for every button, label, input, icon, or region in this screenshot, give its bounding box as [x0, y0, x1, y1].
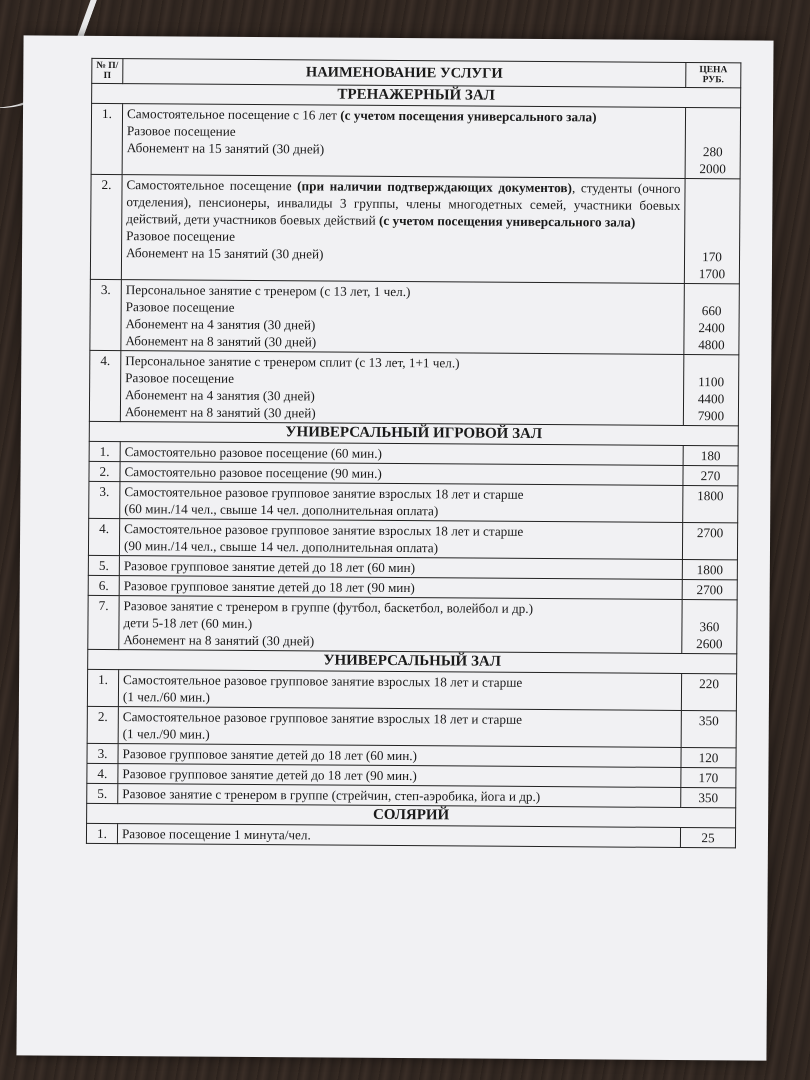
text-segment: Разовое посещение [126, 123, 236, 139]
price-cell [681, 788, 736, 808]
text-segment: (1 чел./90 мин.) [122, 726, 210, 742]
section-title: ТРЕНАЖЕРНЫЙ ЗАЛ [92, 83, 741, 108]
price-value: 2600 [696, 636, 723, 652]
service-description [120, 351, 683, 426]
text-segment: Персональное занятие с тренером сплит (с 13 лет, 1+1 чел.) [125, 353, 460, 371]
description-line [124, 537, 678, 558]
price-cell [682, 580, 737, 600]
section-title: СОЛЯРИЙ [87, 803, 736, 828]
row-number: 6. [88, 575, 119, 595]
price-value [689, 197, 735, 214]
price-value: 180 [700, 448, 721, 464]
header-price: ЦЕНА РУБ. [686, 63, 741, 88]
text-segment: Самостоятельное разовое групповое занятие взрослых 18 лет и старше [124, 484, 524, 502]
service-description [117, 824, 680, 848]
bold-text: (с учетом посещения универсального зала) [340, 107, 597, 125]
price-value: 2000 [699, 161, 726, 177]
price-value: 350 [698, 790, 719, 806]
description-line [124, 463, 678, 484]
section-title: УНИВЕРСАЛЬНЫЙ ЗАЛ [88, 649, 737, 674]
text-segment: Разовое занятие с тренером в группе (футбол, баскетбол, волейбол и др.) [123, 598, 534, 616]
price-value: 2700 [696, 525, 724, 541]
row-number: 4. [89, 350, 120, 421]
text-segment: Персональное занятие с тренером (с 13 лет, 1 чел.) [125, 282, 411, 300]
text-segment: , студенты (очного отделения), пенсионеры, инвалиды 3 группы, члены многодетных семей, участники боевых действий, дети участников боевых действий [126, 180, 681, 228]
table-row [90, 174, 740, 284]
price-value: 4400 [697, 391, 725, 407]
table-body [86, 83, 740, 848]
text-segment: Самостоятельное разовое групповое занятие взрослых 18 лет и старше [123, 672, 523, 690]
price-cell [681, 748, 736, 768]
price-value: 4800 [698, 337, 725, 353]
price-cell [682, 523, 737, 560]
price-table [86, 58, 741, 849]
text-segment: Абонемент на 15 занятий (30 дней) [126, 245, 324, 262]
price-cell [684, 284, 739, 355]
price-value: 1100 [698, 374, 725, 390]
price-value [687, 601, 733, 618]
price-value: 1700 [698, 266, 726, 282]
table-row [87, 669, 736, 711]
description-line [125, 443, 679, 464]
price-cell [680, 828, 735, 848]
text-segment: Самостоятельное разовое групповое занятие взрослых 18 лет и старше [124, 521, 524, 539]
row-number: 1. [89, 441, 120, 461]
row-number: 4. [88, 518, 119, 555]
text-segment: Разовое посещение [126, 228, 236, 244]
text-segment: Разовое посещение [125, 299, 235, 315]
price-value: 2700 [696, 582, 723, 598]
description-line [126, 244, 680, 265]
service-description [118, 707, 681, 748]
row-number: 2. [89, 461, 120, 481]
description-line [123, 725, 677, 746]
price-cell [681, 674, 736, 711]
price-value: 360 [699, 619, 720, 635]
price-cell [682, 600, 737, 654]
price-value: 25 [701, 830, 715, 846]
price-value [689, 180, 735, 197]
text-segment: Абонемент на 15 занятий (30 дней) [126, 140, 325, 157]
price-value: 7900 [697, 408, 725, 424]
row-number: 3. [89, 481, 120, 518]
section-title: УНИВЕРСАЛЬНЫЙ ИГРОВОЙ ЗАЛ [89, 421, 738, 446]
text-segment: Разовое групповое занятие детей до 18 лет (60 мин) [123, 558, 416, 576]
text-segment: Самостоятельно разовое посещение (60 мин.) [124, 444, 383, 461]
description-line [126, 176, 680, 231]
description-line [125, 403, 679, 424]
bold-text: (при наличии подтверждающих документов) [297, 178, 573, 196]
text-segment: Абонемент на 4 занятия (30 дней) [125, 387, 315, 404]
price-value: 270 [700, 468, 721, 484]
description-line [122, 765, 676, 786]
text-segment: Абонемент на 8 занятий (30 дней) [124, 404, 316, 421]
table-row [91, 103, 740, 179]
text-segment: (1 чел./60 мин.) [122, 689, 210, 705]
price-cell [682, 560, 737, 580]
table-row [87, 706, 736, 748]
row-number: 7. [88, 595, 119, 649]
text-segment: Разовое групповое занятие детей до 18 лет (90 мин) [123, 578, 415, 596]
row-number: 2. [87, 706, 118, 743]
text-segment: (90 мин./14 чел., свыше 14 чел. дополнительная оплата) [123, 538, 439, 556]
table-row [88, 595, 737, 654]
description-line [125, 332, 679, 353]
price-value: 170 [702, 249, 722, 265]
description-line [123, 688, 677, 709]
text-segment: Абонемент на 8 занятий (30 дней) [123, 632, 315, 649]
table-row [90, 279, 739, 355]
price-value [690, 109, 736, 126]
service-description [118, 670, 681, 711]
table-row [89, 350, 738, 426]
row-number: 5. [88, 555, 119, 575]
service-description [120, 482, 683, 523]
text-segment: Разовое групповое занятие детей до 18 лет (90 мин.) [122, 766, 417, 784]
price-cell [683, 446, 738, 466]
price-cell [681, 711, 736, 748]
price-value: 220 [699, 676, 720, 692]
bold-text: (с учетом посещения универсального зала) [378, 212, 636, 230]
service-description [119, 519, 682, 560]
price-value [689, 285, 735, 302]
text-segment: Самостоятельное посещение с 16 лет [126, 106, 341, 123]
price-value [688, 356, 734, 373]
price-cell [685, 108, 740, 179]
price-cell [683, 355, 738, 426]
row-number: 1. [87, 669, 118, 706]
table-row [89, 481, 738, 523]
price-cell [683, 486, 738, 523]
description-line [127, 139, 681, 160]
description-line [123, 631, 677, 652]
description-line [122, 785, 676, 806]
row-number: 4. [87, 763, 118, 783]
price-value [690, 126, 736, 143]
description-line [122, 745, 676, 766]
service-description [119, 596, 682, 654]
price-cell [684, 179, 740, 284]
price-value: 350 [698, 713, 719, 729]
row-number: 1. [86, 823, 117, 843]
description-line [124, 500, 678, 521]
description-line [124, 577, 678, 598]
row-number: 1. [91, 103, 122, 174]
text-segment: Разовое занятие с тренером в группе (стрейчин, степ-аэробика, йога и др.) [122, 786, 541, 805]
price-value: 120 [698, 750, 719, 766]
price-value: 660 [701, 303, 722, 319]
text-segment: Абонемент на 8 занятий (30 дней) [125, 333, 317, 350]
text-segment: дети 5-18 лет (60 мин.) [123, 615, 253, 632]
row-number: 3. [87, 743, 118, 763]
header-service-name: НАИМЕНОВАНИЕ УСЛУГИ [123, 59, 686, 88]
row-number: 5. [87, 783, 118, 803]
price-value: 170 [698, 770, 719, 786]
text-segment: Разовое посещение [125, 370, 235, 386]
text-segment: Абонемент на 4 занятия (30 дней) [125, 316, 316, 333]
description-line [124, 557, 678, 578]
price-value [689, 214, 735, 231]
service-description [121, 175, 685, 284]
header-number: № П/П [92, 58, 123, 83]
row-number: 2. [90, 174, 122, 279]
price-cell [681, 768, 736, 788]
price-value [689, 231, 735, 248]
table-row [86, 823, 735, 848]
text-segment: Самостоятельное разовое групповое занятие взрослых 18 лет и старше [122, 709, 523, 727]
text-segment: Разовое посещение 1 минута/чел. [121, 826, 311, 843]
table-row [88, 518, 737, 560]
price-value: 1800 [696, 562, 724, 578]
price-cell [683, 466, 738, 486]
price-value: 280 [702, 144, 723, 160]
service-description [122, 104, 685, 179]
row-number: 3. [90, 279, 121, 350]
text-segment: (60 мин./14 чел., свыше 14 чел. дополнительная оплата) [124, 501, 439, 519]
price-list-sheet [16, 35, 773, 1060]
price-value: 1800 [697, 488, 724, 504]
text-segment: Самостоятельно разовое посещение (90 мин.) [124, 464, 382, 481]
text-segment: Разовое групповое занятие детей до 18 лет (60 мин.) [122, 746, 418, 764]
service-description [121, 280, 684, 355]
description-line [122, 825, 676, 846]
price-value: 2400 [698, 320, 725, 336]
text-segment: Самостоятельное посещение [126, 177, 298, 194]
